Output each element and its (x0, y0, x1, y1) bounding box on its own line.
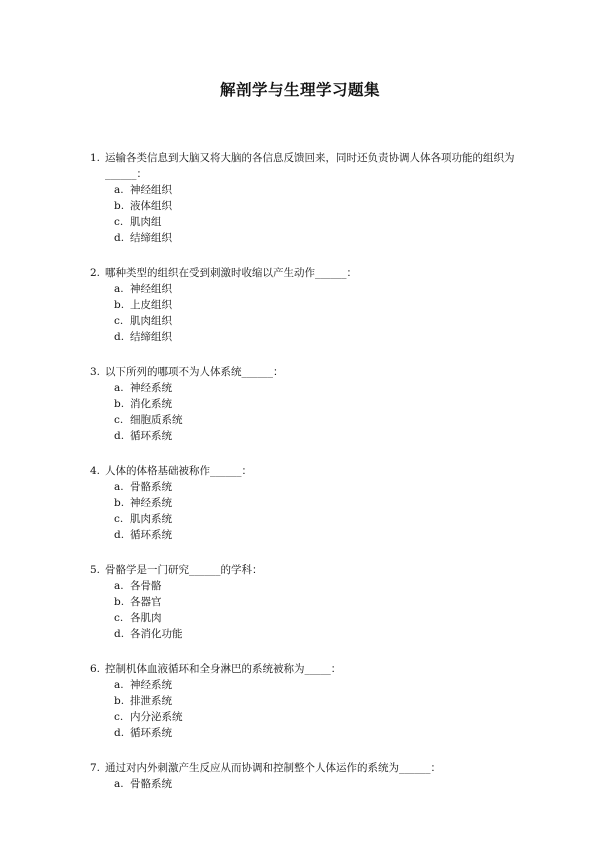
answer-option (90, 776, 520, 792)
option-letter: b. (114, 200, 125, 212)
option-text: 神经组织 (130, 283, 172, 295)
question-list (90, 150, 520, 811)
option-text: 内分泌系统 (130, 711, 183, 723)
question-stem (90, 463, 520, 479)
option-text: 神经系统 (130, 497, 172, 509)
answer-option (90, 677, 520, 693)
option-text: 各消化功能 (130, 628, 183, 640)
page-title: 解剖学与生理学习题集 (219, 80, 380, 99)
option-text: 神经组织 (130, 184, 172, 196)
answer-option (90, 428, 520, 444)
option-letter: a. (114, 580, 124, 592)
option-letter: a. (114, 382, 124, 394)
option-text: 结缔组织 (130, 331, 172, 343)
option-text: 结缔组织 (130, 232, 172, 244)
question-text: 运输各类信息到大脑又将大脑的各信息反馈回来，同时还负责协调人体各项功能的组织为______： (105, 152, 515, 180)
option-letter: a. (114, 184, 124, 196)
answer-option (90, 511, 520, 527)
option-letter: a. (114, 481, 124, 493)
option-letter: a. (114, 283, 124, 295)
option-text: 各骨骼 (130, 580, 162, 592)
question-stem (90, 661, 520, 677)
question-text: 通过对内外刺激产生反应从而协调和控制整个人体运作的系统为______： (105, 762, 441, 774)
question-text: 骨骼学是一门研究______的学科： (105, 564, 263, 576)
question-stem (90, 265, 520, 281)
answer-option (90, 297, 520, 313)
question-text: 哪种类型的组织在受到刺激时收缩以产生动作______： (105, 267, 357, 279)
option-text: 肌肉系统 (130, 513, 172, 525)
question-3 (90, 364, 520, 444)
option-text: 循环系统 (130, 430, 172, 442)
answer-option (90, 214, 520, 230)
answer-option (90, 594, 520, 610)
option-letter: b. (114, 497, 125, 509)
answer-option (90, 479, 520, 495)
option-letter: b. (114, 299, 125, 311)
question-number: 2. (90, 267, 101, 279)
option-text: 上皮组织 (130, 299, 172, 311)
answer-option (90, 380, 520, 396)
question-stem (90, 364, 520, 380)
answer-option (90, 578, 520, 594)
option-text: 消化系统 (130, 398, 172, 410)
option-letter: a. (114, 679, 124, 691)
option-text: 循环系统 (130, 727, 172, 739)
option-letter: c. (114, 315, 124, 327)
option-text: 各肌肉 (130, 612, 162, 624)
answer-option (90, 396, 520, 412)
option-letter: c. (114, 711, 124, 723)
question-stem (90, 562, 520, 578)
question-number: 5. (90, 564, 101, 576)
option-letter: c. (114, 612, 124, 624)
question-number: 1. (90, 152, 101, 164)
question-number: 6. (90, 663, 101, 675)
option-text: 骨骼系统 (130, 481, 172, 493)
option-letter: d. (114, 529, 125, 541)
question-6 (90, 661, 520, 741)
option-letter: d. (114, 331, 125, 343)
answer-option (90, 329, 520, 345)
question-text: 控制机体血液循环和全身淋巴的系统被称为_____： (105, 663, 342, 675)
question-stem (90, 760, 520, 776)
answer-option (90, 281, 520, 297)
option-text: 肌肉组 (130, 216, 162, 228)
option-text: 骨骼系统 (130, 778, 172, 790)
question-7 (90, 760, 520, 792)
option-letter: d. (114, 232, 125, 244)
option-text: 液体组织 (130, 200, 172, 212)
option-letter: c. (114, 513, 124, 525)
option-letter: d. (114, 430, 125, 442)
question-text: 以下所列的哪项不为人体系统______： (105, 366, 284, 378)
question-text: 人体的体格基础被称作______： (105, 465, 252, 477)
answer-option (90, 527, 520, 543)
option-letter: b. (114, 398, 125, 410)
answer-option (90, 495, 520, 511)
option-text: 肌肉组织 (130, 315, 172, 327)
answer-option (90, 412, 520, 428)
option-letter: c. (114, 414, 124, 426)
option-letter: c. (114, 216, 124, 228)
option-text: 各器官 (130, 596, 162, 608)
question-number: 3. (90, 366, 101, 378)
answer-option (90, 693, 520, 709)
answer-option (90, 626, 520, 642)
option-letter: d. (114, 628, 125, 640)
option-text: 细胞质系统 (130, 414, 183, 426)
question-4 (90, 463, 520, 543)
option-text: 神经系统 (130, 382, 172, 394)
answer-option (90, 198, 520, 214)
answer-option (90, 709, 520, 725)
answer-option (90, 610, 520, 626)
option-letter: d. (114, 727, 125, 739)
answer-option (90, 725, 520, 741)
question-number: 7. (90, 762, 101, 774)
option-text: 排泄系统 (130, 695, 172, 707)
option-text: 循环系统 (130, 529, 172, 541)
answer-option (90, 313, 520, 329)
question-5 (90, 562, 520, 642)
option-letter: a. (114, 778, 124, 790)
question-2 (90, 265, 520, 345)
option-letter: b. (114, 596, 125, 608)
question-1 (90, 150, 520, 246)
question-stem (90, 150, 520, 182)
answer-option (90, 182, 520, 198)
question-number: 4. (90, 465, 101, 477)
answer-option (90, 230, 520, 246)
option-text: 神经系统 (130, 679, 172, 691)
option-letter: b. (114, 695, 125, 707)
